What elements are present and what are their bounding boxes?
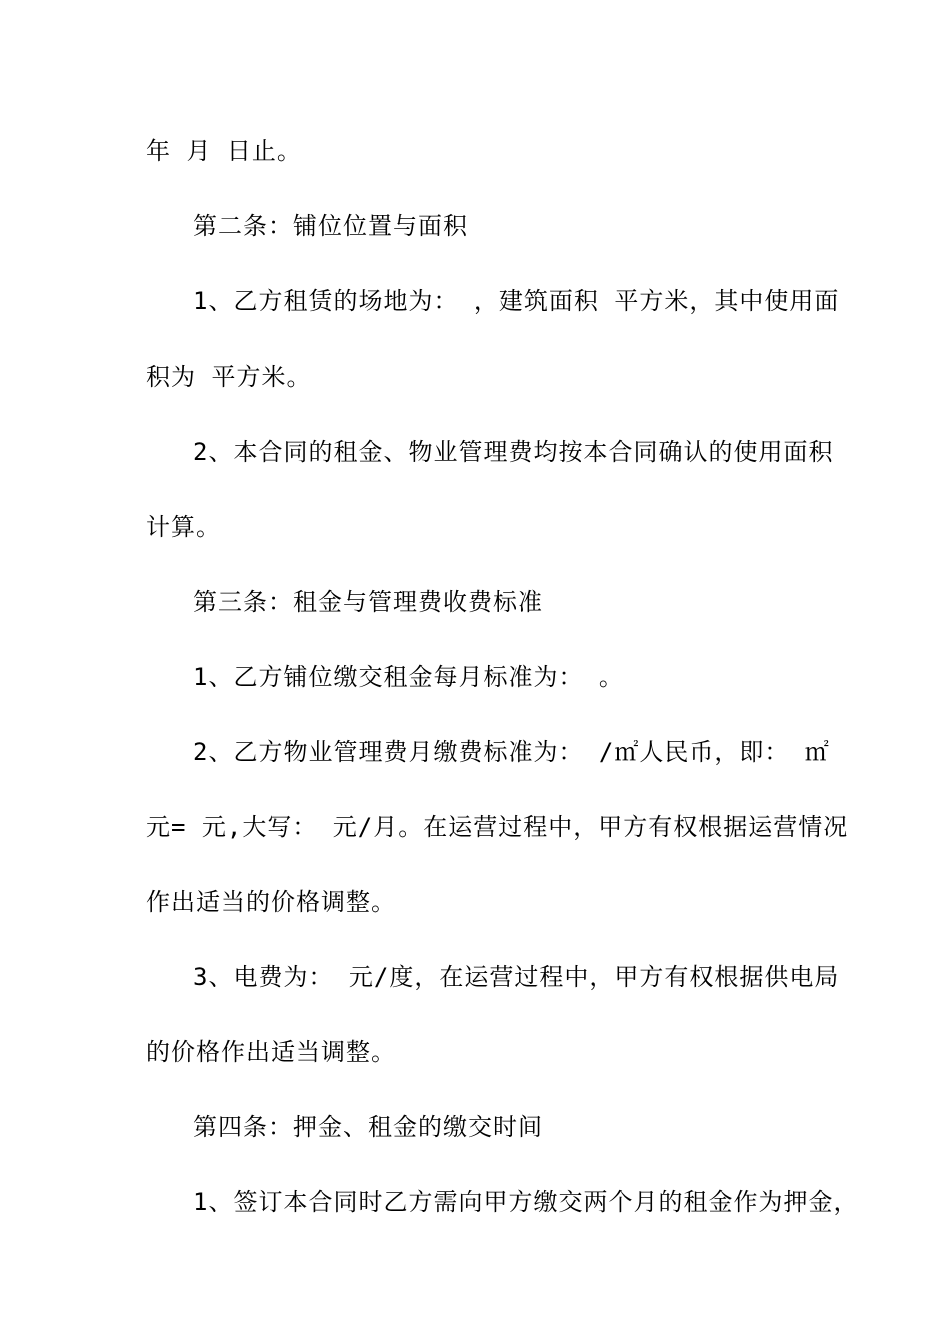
text-line-electricity-adjust: 的价格作出适当调整。: [146, 1038, 396, 1066]
text-line-price-adjust: 作出适当的价格调整。: [146, 888, 396, 916]
text-line-management-fee: 2、乙方物业管理费月缴费标准为： /㎡人民币，即： ㎡: [193, 738, 830, 766]
text-line-site-area: 1、乙方租赁的场地为： ，建筑面积 平方米，其中使用面: [193, 287, 840, 315]
text-line-electricity: 3、电费为： 元/度，在运营过程中，甲方有权根据供电局: [193, 963, 840, 991]
heading-article-4: 第四条：押金、租金的缴交时间: [193, 1113, 543, 1141]
text-line-usable-area: 积为 平方米。: [146, 363, 312, 391]
text-line-deposit: 1、签订本合同时乙方需向甲方缴交两个月的租金作为押金，: [193, 1188, 859, 1216]
text-line-fee-amount: 元= 元,大写： 元/月。在运营过程中，甲方有权根据运营情况: [146, 813, 849, 841]
heading-article-3: 第三条：租金与管理费收费标准: [193, 588, 543, 616]
text-line-calculation: 计算。: [146, 513, 221, 541]
heading-article-2: 第二条：铺位位置与面积: [193, 212, 468, 240]
text-line-monthly-rent: 1、乙方铺位缴交租金每月标准为： 。: [193, 663, 624, 691]
text-line-rent-basis: 2、本合同的租金、物业管理费均按本合同确认的使用面积: [193, 438, 834, 466]
text-line-date-end: 年 月 日止。: [146, 137, 302, 165]
